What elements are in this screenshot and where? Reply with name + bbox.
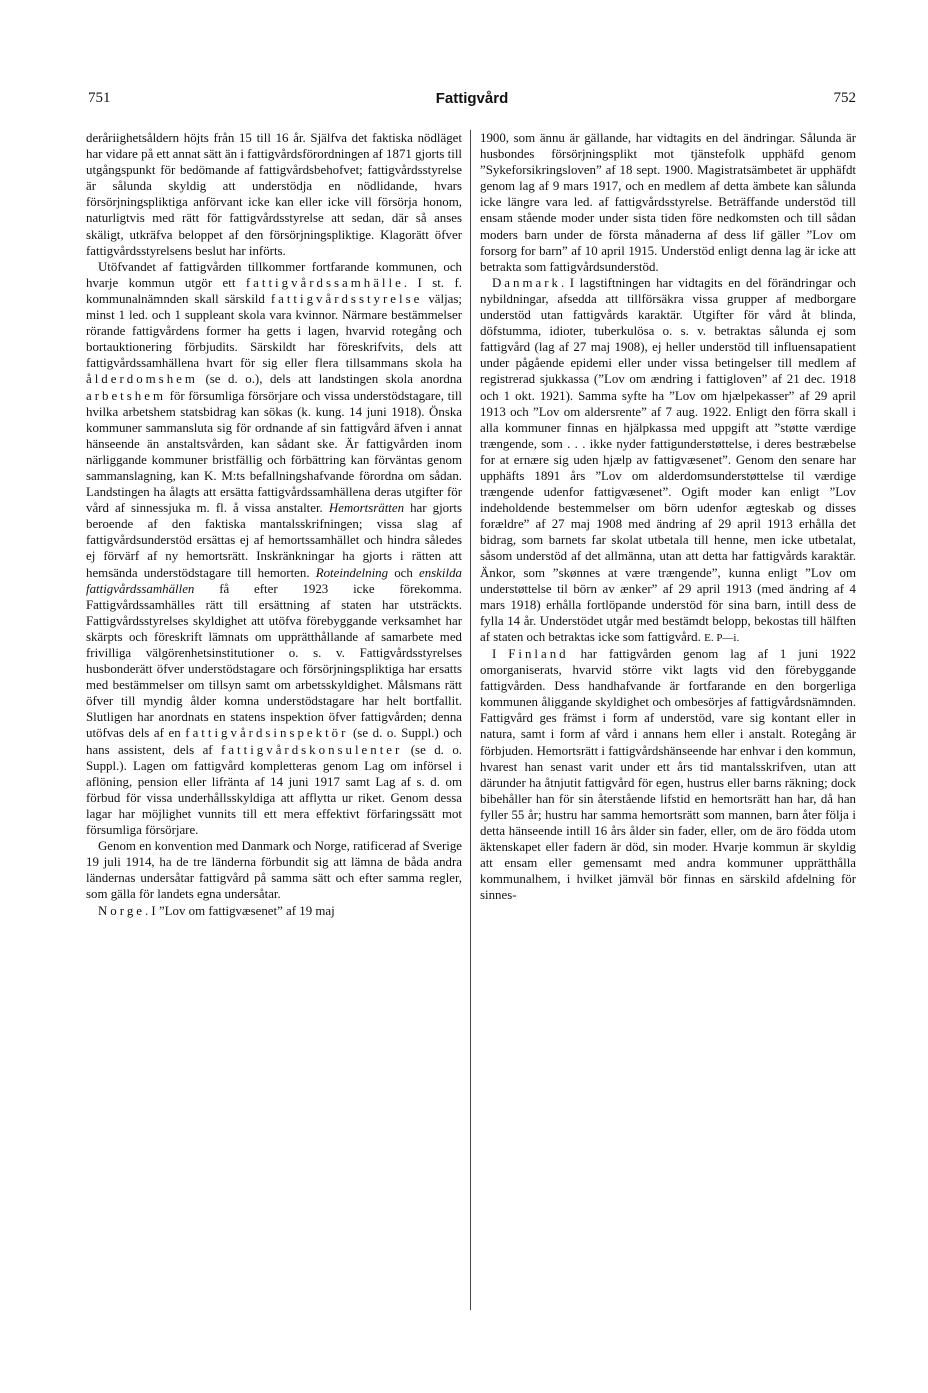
- left-column: [86, 130, 462, 919]
- spaced-term: fattigvårdskonsulenter: [221, 742, 403, 757]
- text-run: Genom en konvention med Danmark och Norge, ratificerad af Sverige 19 juli 1914, ha de tre länderna förbundit sig att lämna de båda andra ländernas undersåtar fattigvård på samma sätt och efter samma regler, som gälla för landets egna undersåtar.: [86, 839, 462, 902]
- text-run: I: [492, 647, 497, 661]
- text-run: väljas; minst 1 led. och 1 suppleant skola vara kvinnor. Närmare bestämmelser rörande fattigvårdens former ha getts i lagen, hvarvid rotegång och bortauktionering förbjudits. Särskildt har föreskrifvits, dels att fattigvårdssamhällena hvart för sig eller flera tillsammans skola ha: [86, 291, 462, 371]
- running-title: Fattigvård: [435, 90, 509, 107]
- column-divider: [470, 130, 471, 1310]
- right-column: [480, 130, 856, 904]
- spaced-term: fattigvårdssamhälle: [245, 275, 404, 290]
- text-run: har fattigvården genom lag af 1 juni 1922 omorganiserats, hvarvid större vikt lagts vid den förebyggande fattigvården. Dess handhafvande är fortfarande en den borgerliga kommunen åliggande skyldighet och ombesörjes af fattigvårdsnämnden. Fattigvård ges främst i form af understöd, vare sig kontant eller in natura, samt i form af vård i annans hem eller i anstalt. Rotegång är förbjuden. Hemortsrätt i fattigvårdshänseende har enhvar i den kommun, hvarest han senast varit under ett års tid mantalsskrifven, utan att därunder ha åtnjutit fattigvård för egen, hustrus eller barns räkning; dock bibehåller han för sin återstående lifstid en hemortsrätt han har, då han fyller 55 år; hustru har samma hemortsrätt som mannen, barn åter följa i detta hänseende intill 16 års ålder sin fader, eller, om de äro födda utom äktenskapet eller fadern är död, sin moder. Hvarje kommun är skyldig att ensam eller gemensamt med andra kommuner upprätthålla kommunalhem, i hvilket jämväl bör finnas en särskild afdelning för sinnes-: [480, 647, 856, 903]
- text-run: för försumliga försörjare och vissa understödstagare, till hvilka arbetshem statsbidrag kan sökas (k. kung. 14 juni 1918). Önska kommuner sammansluta sig för ordnande af sin fattigvård äfven i annat hänseende än anstaltsvården, kan sådant ske. Är fattigvården inom närliggande kommuner bristfällig och förbättring kan förväntas genom sammanslagning, kan K. M:ts befallningshafvande förordna om sådan. Landstingen ha ålagts att ersätta fattigvårdssamhällena deras utgifter för vård af sinnessjuka m. fl. å vissa anstalter.: [86, 388, 462, 516]
- spaced-term: fattigvårdsinspektör: [185, 726, 349, 741]
- paragraph: [480, 646, 856, 904]
- text-run: och: [394, 565, 413, 580]
- spaced-term: arbetshem: [86, 388, 166, 403]
- text-run: . I st. f. kommunalnämnden skall särskild: [86, 275, 462, 306]
- text-run: . I lagstiftningen har vidtagits en del förändringar och nybildningar, afsedda att tillförsäkra vissa grupper af medborgare understöd utan fattigvårds karaktär. Utgifter för vård åt blinda, döfstumma, idioter, tuberkulösa o. s. v. betraktas sålunda ej som fattigvård (lag af 27 maj 1908), ej heller understöd till influensapatient under pågående epidemi eller under vissa betingelser till medlem af registrerad sjukkassa (”Lov om ændring i fattigloven” af 21 dec. 1918 och 1 okt. 1921). Samma syfte ha ”Lov om hjælpekasser” af 29 april 1913 och ”Lov om aldersrente” af 7 aug. 1922. Enligt den förra skall i alla kommuner finnas en hjälpkassa med uppgift att ”støtte værdige trængende, som . . . ikke nyder fattigunderstøttelse, i deres bestræbelse for at ernære sig uden hjælp av fattigvæsenet”. Genom den senare har upphäfts 1891 års ”Lov om alderdomsunderstøttelse til værdige trængende udenfor fattigvæsenet”. Ogift moder kan enligt ”Lov indeholdende bestemmelser om börn udenfor ægteskab og disses forældre” af 27 maj 1908 med ändring af 29 april 1913 erhålla det bidrag, som barnets far skolat utbetala till henne, men icke utbetalat, såsom understöd af det allmänna, utan att detta har fattigvårds karaktär. Änkor, som ”skønnes at være trængende”, kunna enligt ”Lov om understøttelse til börn av ænker” af 29 april 1913 (med ändring af 4 mars 1918) erhålla fortlöpande understöd för sina barn, intill dess de fylla 14 år. Understödet utgår med bestämdt belopp, bekostas till hälften af staten och betraktas icke som fattigvård.: [480, 275, 856, 644]
- spaced-term: Finland: [508, 647, 569, 661]
- spaced-term: fattigvårdsstyrelse: [270, 291, 423, 306]
- text-run: (se d. o. Suppl.) och hans assistent, dels af: [86, 726, 462, 757]
- text-run: Utöfvandet af fattigvården tillkommer fortfarande kommunen, och hvarje kommun utgör ett: [86, 259, 462, 290]
- text-run: . I ”Lov om fattigvæsenet” af 19 maj: [144, 903, 335, 918]
- paragraph: [480, 275, 856, 646]
- page-number-left: 751: [88, 90, 111, 106]
- paragraph: [86, 838, 462, 902]
- text-run: få efter 1923 icke förekomma. Fattigvårdssamhälles rätt till ersättning af staten har utsträckts. Fattigvårdsstyrelses skyldighet att utöfva förebyggande verksamhet har skärpts och föreskrift lämnats om upprätthållande af samarbete med frivilliga välgörenhetsinstitutioner o. s. v. Fattigvårdsstyrelses husbonderätt öfver understödstagare och försörjningspliktiga har ersatts med bestämmelser om tillsyn samt om arbetsskyldighet. Målsmans rätt öfver till myndig ålder komna understödstagare har helt bortfallit. Slutligen har anordnats en statens inspektion öfver fattigvården; denna utöfvas dels af en: [86, 581, 462, 741]
- text-run: 1900, som ännu är gällande, har vidtagits en del ändringar. Sålunda är husbondes försörjningsplikt mot tjänstefolk upphäfd genom ”Sykeforsikringsloven” af 18 sept. 1900. Magistratsämbetet är upphäfdt genom lag af 9 mars 1917, och en medlem af detta ämbete kan sålunda icke längre vara led. af fattigvårdsstyrelse. Beträffande understöd till ensam stående moder under sista tiden före nedkomsten och till sådan moders barn under de första månaderna af dess lif gäller ”Lov om forsorg for barn” af 10 april 1915. Understöd enligt denna lag är icke att betrakta som fattigvårdsunderstöd.: [480, 131, 856, 274]
- author-signature: E. P—i.: [704, 631, 740, 644]
- text-run: (se d. o. Suppl.). Lagen om fattigvård kompletteras genom Lag om införsel i aflöning, pension eller lifränta af 14 juni 1917 samt Lag af s. d. om förbud för vissa underhållsskyldiga att afflytta ur riket. Genom dessa lagar har möjlighet vunnits till ett mera effektivt förfaringssätt mot försumliga försörjare.: [86, 742, 462, 838]
- text-run: har gjorts beroende af den faktiska mantalsskrifningen; vissa slag af fattigvårdsunderstöd ersättas ej af hemortssamhället och hindra således ej förvärf af ny hemortsrätt. Inskränkningar ha gjorts i rätten att hemsända understödstagare till hemorten.: [86, 501, 462, 580]
- paragraph: [86, 903, 462, 919]
- paragraph: [86, 259, 462, 838]
- spaced-term: ålderdomshem: [86, 372, 198, 387]
- paragraph: [86, 130, 462, 259]
- spaced-term: Danmark: [492, 275, 561, 290]
- paragraph: [480, 130, 856, 275]
- italic-term: enskilda fattigvårdssamhällen: [86, 565, 462, 596]
- italic-term: Roteindelning: [315, 565, 389, 580]
- italic-term: Hemortsrätten: [328, 501, 405, 516]
- spaced-term: Norge: [98, 903, 145, 918]
- text-run: deråriighetsåldern höjts från 15 till 16 år. Själfva det faktiska nödläget har vidare på ett annat sätt än i fattigvårdsförordningen af 1871 gjorts till utgångspunkt för bedömande af fattigvårdsbehofvet; fattigvårdsstyrelse är sålunda skyldig att understödja en nödlidande, hvars försörjningspliktiga anförvant icke kan eller icke vill försörja honom, naturligtvis med rätt för fattigvårdsstyrelse att sedan, där så anses skäligt, utkräfva beloppet af den försörjningspliktige. Klagorätt öfver fattigvårdsstyrelsens beslut har införts.: [86, 131, 462, 258]
- text-run: (se d. o.), dels att landstingen skola anordna: [205, 372, 462, 387]
- page-number-right: 752: [833, 90, 856, 106]
- page-header: [88, 90, 856, 114]
